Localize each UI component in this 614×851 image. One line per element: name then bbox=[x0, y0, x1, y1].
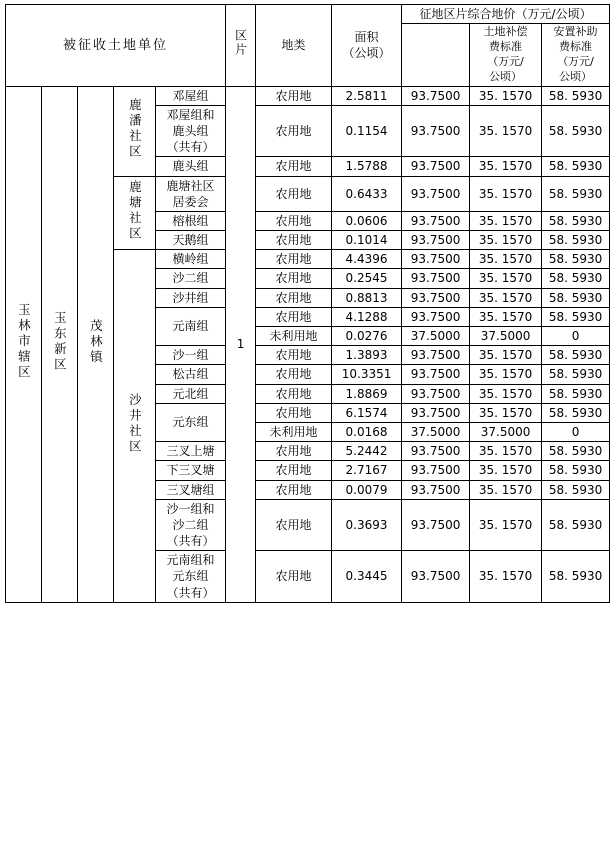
cell-land-type: 农用地 bbox=[256, 499, 332, 551]
cell-village-group: 松古组 bbox=[156, 365, 226, 384]
cell-land-type: 农用地 bbox=[256, 346, 332, 365]
cell-resettlement-standard: 58. 5930 bbox=[542, 157, 610, 176]
cell-village-group: 邓屋组 bbox=[156, 86, 226, 105]
cell-compensation-standard: 37.5000 bbox=[470, 327, 542, 346]
cell-compensation-standard: 35. 1570 bbox=[470, 157, 542, 176]
cell-village-group-line: 居委会 bbox=[172, 194, 209, 209]
cell-land-type: 农用地 bbox=[256, 269, 332, 288]
cell-village-group-line: 元南组和 bbox=[166, 553, 215, 568]
header-block bbox=[226, 5, 256, 87]
cell-resettlement-standard: 58. 5930 bbox=[542, 86, 610, 105]
cell-village-group: 天鹅组 bbox=[156, 231, 226, 250]
cell-comprehensive-price: 93.7500 bbox=[402, 176, 470, 211]
cell-compensation-standard: 35. 1570 bbox=[470, 211, 542, 230]
cell-village-group-line: 元东组 bbox=[172, 569, 209, 584]
cell-comprehensive-price: 93.7500 bbox=[402, 250, 470, 269]
cell-resettlement-standard: 58. 5930 bbox=[542, 365, 610, 384]
cell-community bbox=[114, 250, 156, 603]
cell-village-group bbox=[156, 551, 226, 603]
cell-compensation-standard: 37.5000 bbox=[470, 422, 542, 441]
cell-compensation-standard: 35. 1570 bbox=[470, 365, 542, 384]
cell-resettlement-standard: 58. 5930 bbox=[542, 499, 610, 551]
cell-area: 0.0606 bbox=[332, 211, 402, 230]
header-compensation-l4: 公顷） bbox=[489, 69, 523, 83]
cell-area: 1.5788 bbox=[332, 157, 402, 176]
cell-compensation-standard: 35. 1570 bbox=[470, 86, 542, 105]
header-resettlement-l2: 费标准 bbox=[559, 40, 593, 54]
header-compensation-l1: 土地补偿 bbox=[483, 25, 528, 39]
header-compensation-l2: 费标准 bbox=[489, 40, 523, 54]
cell-comprehensive-price: 93.7500 bbox=[402, 157, 470, 176]
cell-resettlement-standard: 0 bbox=[542, 327, 610, 346]
cell-area: 0.6433 bbox=[332, 176, 402, 211]
cell-comprehensive-price: 93.7500 bbox=[402, 403, 470, 422]
cell-land-type: 农用地 bbox=[256, 211, 332, 230]
cell-village-group: 三叉上塘 bbox=[156, 442, 226, 461]
cell-comprehensive-price: 93.7500 bbox=[402, 365, 470, 384]
cell-comprehensive-price: 37.5000 bbox=[402, 327, 470, 346]
cell-area: 0.2545 bbox=[332, 269, 402, 288]
cell-comprehensive-price: 93.7500 bbox=[402, 551, 470, 603]
cell-resettlement-standard: 58. 5930 bbox=[542, 461, 610, 480]
cell-area: 1.3893 bbox=[332, 346, 402, 365]
cell-compensation-standard: 35. 1570 bbox=[470, 288, 542, 307]
cell-resettlement-standard: 58. 5930 bbox=[542, 250, 610, 269]
cell-area: 4.4396 bbox=[332, 250, 402, 269]
header-unit: 被征收土地单位 bbox=[6, 5, 226, 87]
cell-compensation-standard: 35. 1570 bbox=[470, 176, 542, 211]
header-area-line1: 面积 bbox=[354, 30, 379, 45]
cell-compensation-standard: 35. 1570 bbox=[470, 269, 542, 288]
cell-compensation-standard: 35. 1570 bbox=[470, 250, 542, 269]
cell-compensation-standard: 35. 1570 bbox=[470, 442, 542, 461]
cell-resettlement-standard: 0 bbox=[542, 422, 610, 441]
cell-compensation-standard: 35. 1570 bbox=[470, 307, 542, 326]
cell-village-group-line: （共有） bbox=[166, 140, 215, 155]
cell-comprehensive-price: 93.7500 bbox=[402, 269, 470, 288]
cell-village-group-line: （共有） bbox=[166, 585, 215, 600]
cell-village-group: 沙二组 bbox=[156, 269, 226, 288]
cell-village-group-line: 鹿塘社区 bbox=[166, 178, 215, 193]
header-resettlement-l1: 安置补助 bbox=[553, 25, 598, 39]
cell-land-type: 农用地 bbox=[256, 176, 332, 211]
cell-land-type: 农用地 bbox=[256, 384, 332, 403]
cell-town-label: 茂林镇 bbox=[88, 318, 104, 366]
cell-comprehensive-price: 93.7500 bbox=[402, 461, 470, 480]
cell-town bbox=[78, 86, 114, 602]
cell-area: 0.0168 bbox=[332, 422, 402, 441]
cell-area: 0.0079 bbox=[332, 480, 402, 499]
cell-village-group: 元南组 bbox=[156, 307, 226, 345]
header-resettlement bbox=[542, 24, 610, 86]
cell-compensation-standard: 35. 1570 bbox=[470, 499, 542, 551]
cell-land-type: 农用地 bbox=[256, 157, 332, 176]
cell-resettlement-standard: 58. 5930 bbox=[542, 403, 610, 422]
cell-resettlement-standard: 58. 5930 bbox=[542, 231, 610, 250]
cell-resettlement-standard: 58. 5930 bbox=[542, 384, 610, 403]
cell-resettlement-standard: 58. 5930 bbox=[542, 269, 610, 288]
header-area-line2: （公顷） bbox=[342, 46, 391, 61]
cell-area: 2.7167 bbox=[332, 461, 402, 480]
cell-resettlement-standard: 58. 5930 bbox=[542, 346, 610, 365]
cell-land-type: 农用地 bbox=[256, 105, 332, 157]
cell-land-type: 农用地 bbox=[256, 250, 332, 269]
cell-area: 10.3351 bbox=[332, 365, 402, 384]
cell-village-group: 下三叉塘 bbox=[156, 461, 226, 480]
cell-land-type: 农用地 bbox=[256, 442, 332, 461]
cell-district-label: 玉东新区 bbox=[52, 310, 68, 373]
cell-resettlement-standard: 58. 5930 bbox=[542, 211, 610, 230]
cell-compensation-standard: 35. 1570 bbox=[470, 551, 542, 603]
cell-area: 6.1574 bbox=[332, 403, 402, 422]
cell-land-type: 农用地 bbox=[256, 461, 332, 480]
cell-comprehensive-price: 93.7500 bbox=[402, 288, 470, 307]
cell-comprehensive-price: 93.7500 bbox=[402, 86, 470, 105]
cell-village-group: 横岭组 bbox=[156, 250, 226, 269]
cell-city bbox=[6, 86, 42, 602]
cell-land-type: 农用地 bbox=[256, 551, 332, 603]
table-header-row-1 bbox=[6, 5, 610, 24]
cell-community bbox=[114, 176, 156, 250]
header-resettlement-l4: 公顷） bbox=[559, 69, 593, 83]
cell-land-type: 农用地 bbox=[256, 288, 332, 307]
cell-village-group: 沙井组 bbox=[156, 288, 226, 307]
cell-land-type: 农用地 bbox=[256, 403, 332, 422]
cell-land-type: 农用地 bbox=[256, 307, 332, 326]
cell-area: 0.1154 bbox=[332, 105, 402, 157]
cell-resettlement-standard: 58. 5930 bbox=[542, 480, 610, 499]
cell-comprehensive-price: 93.7500 bbox=[402, 499, 470, 551]
cell-land-type: 未利用地 bbox=[256, 422, 332, 441]
cell-compensation-standard: 35. 1570 bbox=[470, 346, 542, 365]
header-price-group: 征地区片综合地价（万元/公顷） bbox=[402, 5, 610, 24]
cell-area: 0.8813 bbox=[332, 288, 402, 307]
cell-area: 5.2442 bbox=[332, 442, 402, 461]
cell-compensation-standard: 35. 1570 bbox=[470, 461, 542, 480]
cell-compensation-standard: 35. 1570 bbox=[470, 105, 542, 157]
cell-resettlement-standard: 58. 5930 bbox=[542, 442, 610, 461]
header-landtype: 地类 bbox=[256, 5, 332, 87]
header-block-label: 区片 bbox=[233, 29, 248, 58]
cell-area: 0.3693 bbox=[332, 499, 402, 551]
cell-land-type: 农用地 bbox=[256, 86, 332, 105]
cell-village-group: 元北组 bbox=[156, 384, 226, 403]
cell-area: 1.8869 bbox=[332, 384, 402, 403]
cell-village-group: 三叉塘组 bbox=[156, 480, 226, 499]
cell-village-group: 鹿头组 bbox=[156, 157, 226, 176]
cell-resettlement-standard: 58. 5930 bbox=[542, 105, 610, 157]
land-acquisition-table bbox=[5, 4, 610, 603]
cell-land-type: 未利用地 bbox=[256, 327, 332, 346]
cell-community-label: 鹿塘社区 bbox=[127, 179, 143, 242]
cell-compensation-standard: 35. 1570 bbox=[470, 231, 542, 250]
table-row bbox=[6, 86, 610, 105]
cell-compensation-standard: 35. 1570 bbox=[470, 480, 542, 499]
cell-comprehensive-price: 93.7500 bbox=[402, 480, 470, 499]
cell-comprehensive-price: 37.5000 bbox=[402, 422, 470, 441]
header-compensation-l3: （万元/ bbox=[487, 54, 524, 68]
cell-community bbox=[114, 86, 156, 176]
cell-compensation-standard: 35. 1570 bbox=[470, 403, 542, 422]
cell-comprehensive-price: 93.7500 bbox=[402, 211, 470, 230]
cell-village-group-line: 沙二组 bbox=[172, 517, 209, 532]
cell-village-group: 榕根组 bbox=[156, 211, 226, 230]
cell-comprehensive-price: 93.7500 bbox=[402, 105, 470, 157]
cell-comprehensive-price: 93.7500 bbox=[402, 384, 470, 403]
cell-block-number: 1 bbox=[226, 86, 256, 602]
cell-village-group-line: 邓屋组和 bbox=[166, 107, 215, 122]
header-resettlement-l3: （万元/ bbox=[557, 54, 594, 68]
cell-community-label: 鹿潘社区 bbox=[127, 97, 143, 160]
cell-comprehensive-price: 93.7500 bbox=[402, 231, 470, 250]
cell-land-type: 农用地 bbox=[256, 480, 332, 499]
cell-resettlement-standard: 58. 5930 bbox=[542, 288, 610, 307]
cell-comprehensive-price: 93.7500 bbox=[402, 346, 470, 365]
cell-village-group bbox=[156, 176, 226, 211]
cell-land-type: 农用地 bbox=[256, 365, 332, 384]
cell-village-group-line: 沙一组和 bbox=[166, 501, 215, 516]
header-compensation bbox=[470, 24, 542, 86]
cell-resettlement-standard: 58. 5930 bbox=[542, 551, 610, 603]
cell-comprehensive-price: 93.7500 bbox=[402, 307, 470, 326]
cell-area: 0.1014 bbox=[332, 231, 402, 250]
cell-comprehensive-price: 93.7500 bbox=[402, 442, 470, 461]
cell-resettlement-standard: 58. 5930 bbox=[542, 307, 610, 326]
header-price-blank bbox=[402, 24, 470, 86]
cell-village-group bbox=[156, 499, 226, 551]
cell-land-type: 农用地 bbox=[256, 231, 332, 250]
cell-district bbox=[42, 86, 78, 602]
cell-resettlement-standard: 58. 5930 bbox=[542, 176, 610, 211]
header-area bbox=[332, 5, 402, 87]
cell-area: 0.3445 bbox=[332, 551, 402, 603]
cell-village-group bbox=[156, 105, 226, 157]
cell-area: 4.1288 bbox=[332, 307, 402, 326]
cell-area: 2.5811 bbox=[332, 86, 402, 105]
cell-village-group-line: （共有） bbox=[166, 534, 215, 549]
cell-village-group: 元东组 bbox=[156, 403, 226, 441]
cell-village-group: 沙一组 bbox=[156, 346, 226, 365]
document-page bbox=[0, 4, 614, 851]
cell-compensation-standard: 35. 1570 bbox=[470, 384, 542, 403]
cell-city-label: 玉林市辖区 bbox=[16, 303, 32, 381]
cell-area: 0.0276 bbox=[332, 327, 402, 346]
cell-village-group-line: 鹿头组 bbox=[172, 123, 209, 138]
cell-community-label: 沙井社区 bbox=[127, 392, 143, 455]
